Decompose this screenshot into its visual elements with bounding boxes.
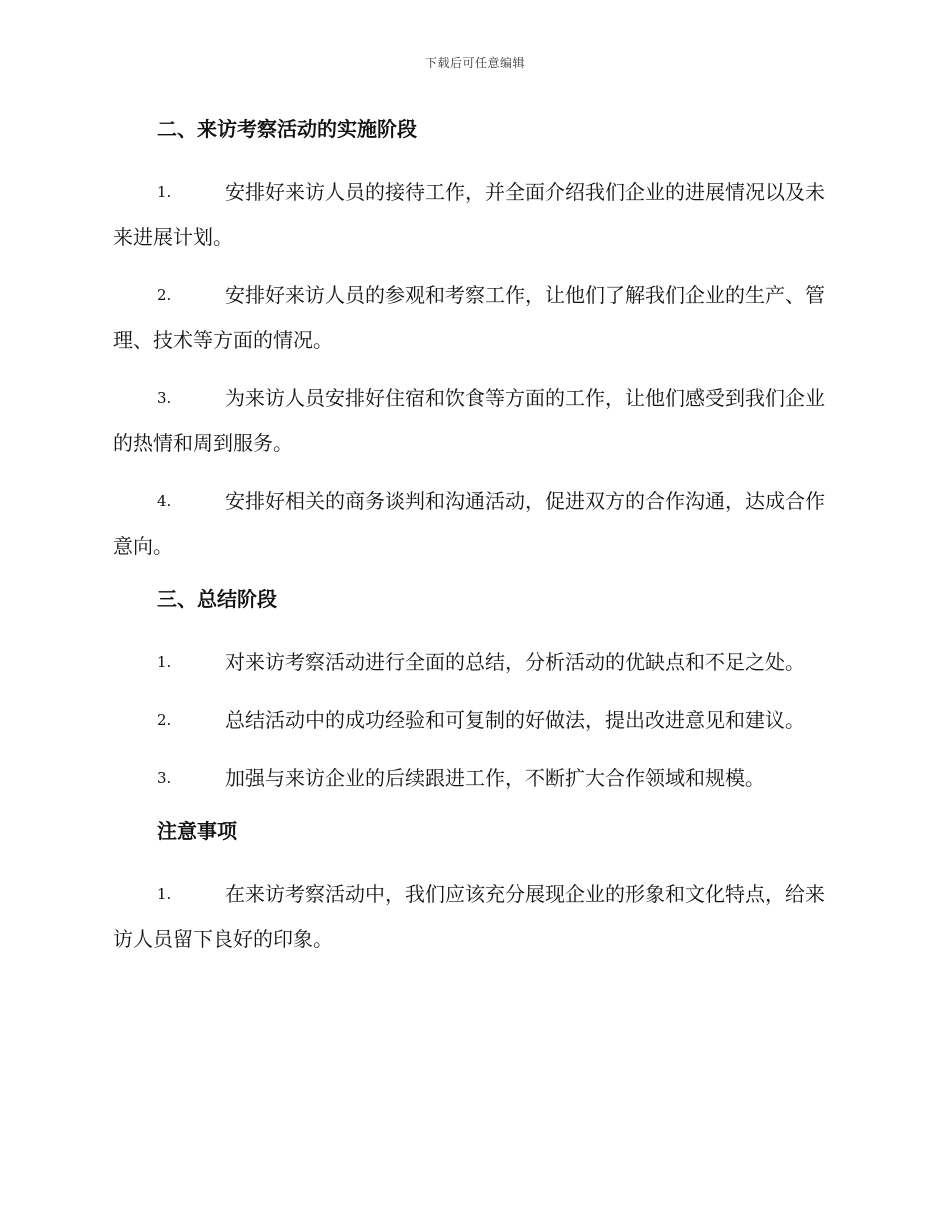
document-body xyxy=(113,112,835,975)
list-item xyxy=(113,756,835,801)
list-item xyxy=(113,273,835,363)
list-item xyxy=(113,698,835,743)
list-item-text: 安排好来访人员的接待工作，并全面介绍我们企业的进展情况以及未来进展计划。 xyxy=(113,180,825,249)
page-header: 下载后可任意编辑 xyxy=(424,56,525,70)
list-item-number: 3. xyxy=(157,389,172,407)
section-heading-notes: 注意事项 xyxy=(157,819,237,843)
list-item-number: 1. xyxy=(157,183,172,201)
list-item-text: 安排好相关的商务谈判和沟通活动，促进双方的合作沟通，达成合作意向。 xyxy=(113,489,825,558)
list-item xyxy=(113,376,835,466)
list-item xyxy=(113,479,835,569)
list-item xyxy=(113,170,835,260)
list-item-number: 2. xyxy=(157,711,172,729)
list-item xyxy=(113,872,835,962)
section-heading-summary: 三、总结阶段 xyxy=(157,587,277,611)
list-item-text: 安排好来访人员的参观和考察工作，让他们了解我们企业的生产、管理、技术等方面的情况。 xyxy=(113,283,825,352)
list-item-number: 4. xyxy=(157,492,172,510)
section-heading-implementation: 二、来访考察活动的实施阶段 xyxy=(157,117,417,141)
list-item-number: 1. xyxy=(157,653,172,671)
list-item-text: 在来访考察活动中，我们应该充分展现企业的形象和文化特点，给来访人员留下良好的印象。 xyxy=(113,882,825,951)
list-item-number: 2. xyxy=(157,286,172,304)
list-item-text: 总结活动中的成功经验和可复制的好做法，提出改进意见和建议。 xyxy=(225,708,805,732)
list-item-number: 3. xyxy=(157,769,172,787)
list-item xyxy=(113,640,835,685)
list-item-number: 1. xyxy=(157,885,172,903)
list-item-text: 加强与来访企业的后续跟进工作，不断扩大合作领域和规模。 xyxy=(225,766,765,790)
list-item-text: 为来访人员安排好住宿和饮食等方面的工作，让他们感受到我们企业的热情和周到服务。 xyxy=(113,386,825,455)
list-item-text: 对来访考察活动进行全面的总结，分析活动的优缺点和不足之处。 xyxy=(225,650,805,674)
